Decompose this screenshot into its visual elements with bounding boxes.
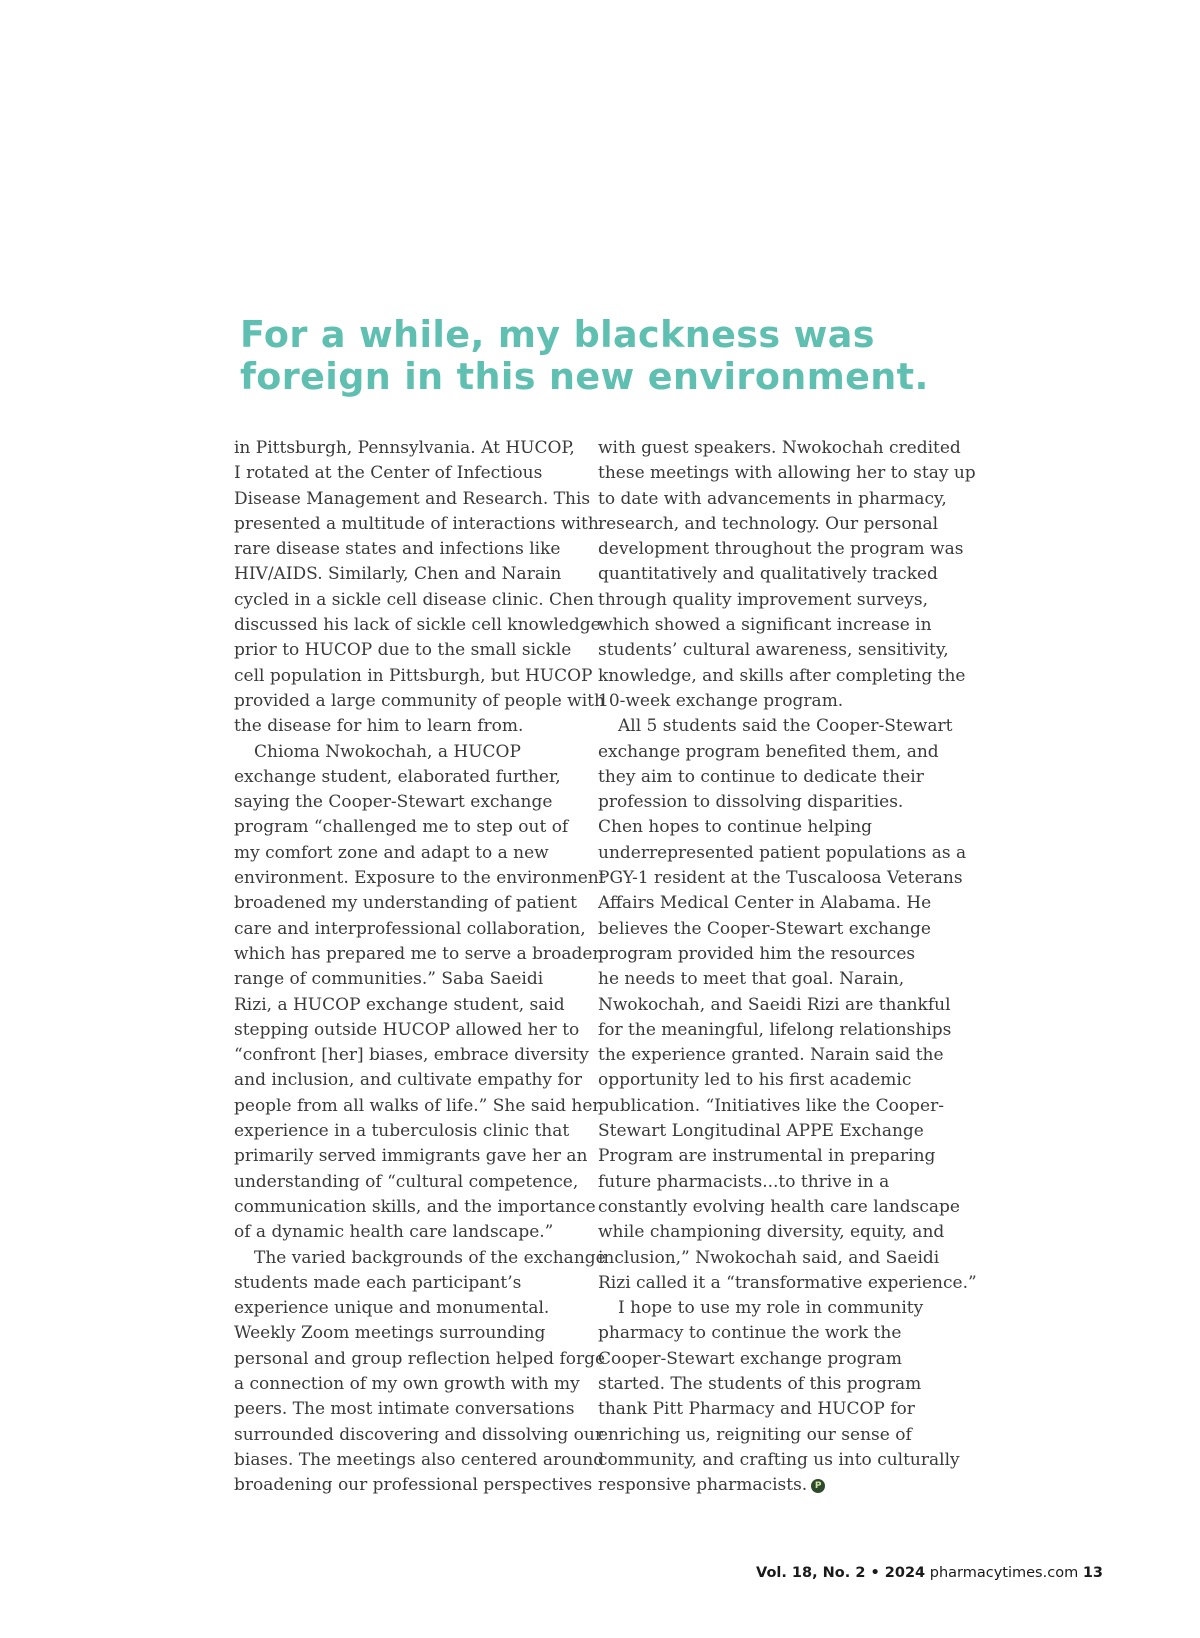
article-text-line: presented a multitude of interactions with: [234, 513, 599, 534]
article-text-line: Chen hopes to continue helping: [598, 817, 873, 838]
article-text-line: understanding of “cultural competence,: [234, 1171, 579, 1192]
article-text-line: enriching us, reigniting our sense of: [598, 1424, 912, 1445]
article-text-line: I rotated at the Center of Infectious: [234, 463, 543, 484]
article-text-line: development throughout the program was: [598, 539, 964, 560]
article-text-line: peers. The most intimate conversations: [234, 1399, 575, 1420]
pharmacy-times-end-mark-icon: P: [811, 1479, 825, 1493]
article-text-line: range of communities.” Saba Saeidi: [234, 969, 544, 990]
article-text-line: saying the Cooper-Stewart exchange: [234, 792, 553, 813]
article-text-line: he needs to meet that goal. Narain,: [598, 969, 905, 990]
article-text-line: publication. “Initiatives like the Cooper-: [598, 1095, 944, 1116]
article-text-line: started. The students of this program: [598, 1373, 922, 1394]
article-text-line: I hope to use my role in community: [618, 1298, 924, 1319]
article-text-line: biases. The meetings also centered around: [234, 1449, 605, 1470]
article-text-line: quantitatively and qualitatively tracked: [598, 564, 938, 585]
article-text-line: with guest speakers. Nwokochah credited: [598, 438, 961, 458]
article-text-line: Cooper-Stewart exchange program: [598, 1348, 902, 1369]
article-text-line: responsive pharmacists. P: [598, 1473, 977, 1498]
article-text-line: which showed a significant increase in: [598, 615, 932, 636]
article-text-line: of a dynamic health care landscape.”: [234, 1222, 554, 1243]
article-text-line: HIV/AIDS. Similarly, Chen and Narain: [234, 564, 562, 585]
article-text-line: program “challenged me to step out of: [234, 817, 569, 838]
article-text-line: broadening our professional perspectives: [234, 1475, 593, 1496]
article-text-line: research, and technology. Our personal: [598, 513, 939, 534]
page-number: 13: [1082, 1565, 1103, 1581]
article-text-line: underrepresented patient populations as a: [598, 842, 967, 863]
article-text-line: exchange student, elaborated further,: [234, 766, 561, 787]
article-text-line: they aim to continue to dedicate their: [598, 766, 924, 787]
issue-info: Vol. 18, No. 2 • 2024: [756, 1565, 926, 1581]
article-text-line: inclusion,” Nwokochah said, and Saeidi: [598, 1247, 940, 1268]
website-url: pharmacytimes.com: [929, 1565, 1079, 1581]
article-text-line: care and interprofessional collaboration,: [234, 918, 586, 939]
article-text-line: future pharmacists...to thrive in a: [598, 1171, 890, 1192]
article-text-line: cell population in Pittsburgh, but HUCOP: [234, 665, 593, 686]
article-text-line: opportunity led to his first academic: [598, 1070, 912, 1091]
article-text-line: believes the Cooper-Stewart exchange: [598, 918, 931, 939]
article-column-left: [234, 436, 606, 1498]
article-text-line: primarily served immigrants gave her an: [234, 1146, 588, 1167]
article-text-line: Chioma Nwokochah, a HUCOP: [254, 741, 521, 762]
article-text-line: students’ cultural awareness, sensitivity,: [598, 640, 949, 661]
article-text-line: surrounded discovering and dissolving our: [234, 1424, 603, 1445]
article-text-line: in Pittsburgh, Pennsylvania. At HUCOP,: [234, 438, 575, 458]
article-text-line: people from all walks of life.” She said her: [234, 1095, 601, 1116]
article-text-line: personal and group reflection helped forge: [234, 1348, 606, 1369]
article-text-line: Affairs Medical Center in Alabama. He: [598, 893, 932, 914]
article-text-line: my comfort zone and adapt to a new: [234, 842, 549, 863]
article-text-line: experience unique and monumental.: [234, 1298, 550, 1319]
article-text-line: Stewart Longitudinal APPE Exchange: [598, 1121, 924, 1142]
article-text-line: All 5 students said the Cooper-Stewart: [618, 716, 953, 737]
article-text-line: and inclusion, and cultivate empathy for: [234, 1070, 583, 1091]
article-text-line: profession to dissolving disparities.: [598, 792, 904, 813]
article-text-line: while championing diversity, equity, and: [598, 1222, 945, 1243]
article-text-line: prior to HUCOP due to the small sickle: [234, 640, 572, 661]
pull-quote-line: foreign in this new environment.: [240, 355, 929, 398]
article-text-line: program provided him the resources: [598, 943, 916, 964]
article-text-line: Rizi, a HUCOP exchange student, said: [234, 994, 565, 1015]
article-text-line: these meetings with allowing her to stay up: [598, 463, 976, 484]
article-text-line: communication skills, and the importance: [234, 1196, 596, 1217]
article-text-line: Weekly Zoom meetings surrounding: [234, 1323, 546, 1344]
article-text-line: rare disease states and infections like: [234, 539, 561, 560]
article-text-line: Rizi called it a “transformative experience.”: [598, 1272, 977, 1293]
article-text-line: Program are instrumental in preparing: [598, 1146, 936, 1167]
article-text-line: stepping outside HUCOP allowed her to: [234, 1019, 580, 1040]
article-text-line: for the meaningful, lifelong relationships: [598, 1019, 952, 1040]
article-text-line: The varied backgrounds of the exchange: [254, 1247, 606, 1268]
article-text-line: PGY-1 resident at the Tuscaloosa Veterans: [598, 868, 963, 889]
article-text-line: pharmacy to continue the work the: [598, 1323, 902, 1344]
article-text-line: knowledge, and skills after completing the: [598, 665, 966, 686]
article-text-line: Nwokochah, and Saeidi Rizi are thankful: [598, 994, 951, 1015]
pull-quote-line: For a while, my blackness was: [240, 313, 875, 356]
article-text-line: the experience granted. Narain said the: [598, 1045, 944, 1066]
article-text-line: discussed his lack of sickle cell knowledge: [234, 615, 601, 636]
page-footer: [756, 1565, 1103, 1581]
article-text-line: students made each participant’s: [234, 1272, 522, 1293]
article-text-line: a connection of my own growth with my: [234, 1373, 580, 1394]
article-text-line: environment. Exposure to the environment: [234, 868, 606, 889]
article-text-line: constantly evolving health care landscape: [598, 1196, 960, 1217]
article-text-line: 10-week exchange program.: [598, 690, 844, 711]
article-text-line: community, and crafting us into culturally: [598, 1449, 960, 1470]
article-text-line: which has prepared me to serve a broader: [234, 943, 601, 964]
article-text-line: to date with advancements in pharmacy,: [598, 488, 947, 509]
article-text-line: experience in a tuberculosis clinic that: [234, 1121, 570, 1142]
article-text-line: cycled in a sickle cell disease clinic. Chen: [234, 589, 595, 610]
article-text-line: broadened my understanding of patient: [234, 893, 577, 914]
article-column-right: [598, 436, 977, 1498]
article-text-line: through quality improvement surveys,: [598, 589, 929, 610]
article-text-line: Disease Management and Research. This: [234, 488, 591, 509]
article-text-line: “confront [her] biases, embrace diversity: [234, 1045, 589, 1066]
article-text-line: provided a large community of people with: [234, 690, 605, 711]
article-text-line: the disease for him to learn from.: [234, 716, 524, 737]
pull-quote: [240, 314, 960, 398]
article-text-line: thank Pitt Pharmacy and HUCOP for: [598, 1399, 915, 1420]
article-text-line: exchange program benefited them, and: [598, 741, 939, 762]
